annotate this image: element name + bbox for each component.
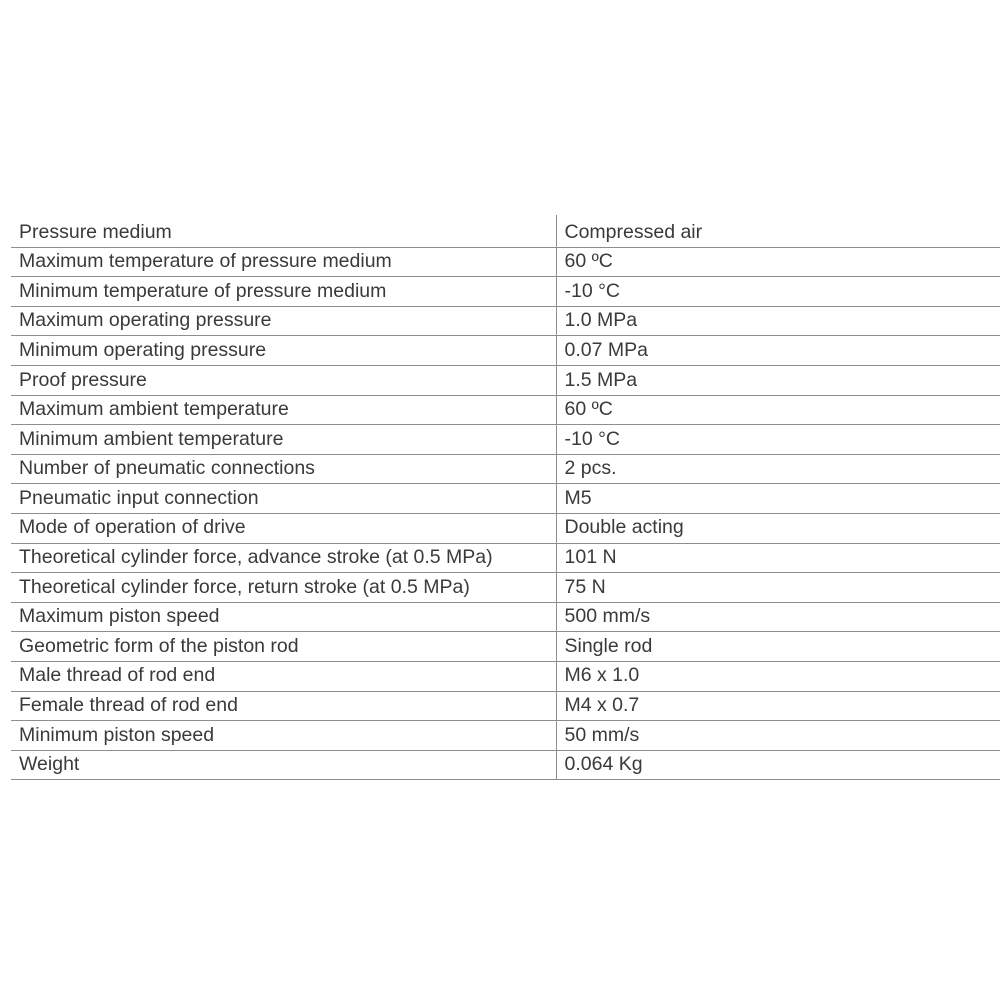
spec-label: Theoretical cylinder force, return stroke (at 0.5 MPa) bbox=[11, 573, 556, 603]
table-row bbox=[11, 425, 1000, 455]
spec-value: 0.064 Kg bbox=[556, 750, 1000, 780]
spec-table bbox=[11, 215, 1000, 780]
table-row bbox=[11, 602, 1000, 632]
spec-label: Number of pneumatic connections bbox=[11, 454, 556, 484]
table-row bbox=[11, 336, 1000, 366]
table-row bbox=[11, 661, 1000, 691]
spec-table-body bbox=[11, 215, 1000, 780]
spec-value: M4 x 0.7 bbox=[556, 691, 1000, 721]
spec-value: Double acting bbox=[556, 513, 1000, 543]
spec-value: 0.07 MPa bbox=[556, 336, 1000, 366]
spec-label: Proof pressure bbox=[11, 365, 556, 395]
table-row bbox=[11, 306, 1000, 336]
spec-value: 60 ºC bbox=[556, 395, 1000, 425]
spec-value: M5 bbox=[556, 484, 1000, 514]
spec-label: Pressure medium bbox=[11, 215, 556, 247]
table-row bbox=[11, 513, 1000, 543]
spec-label: Female thread of rod end bbox=[11, 691, 556, 721]
spec-value: 1.0 MPa bbox=[556, 306, 1000, 336]
spec-label: Minimum operating pressure bbox=[11, 336, 556, 366]
table-row bbox=[11, 277, 1000, 307]
table-row bbox=[11, 721, 1000, 751]
spec-label: Minimum temperature of pressure medium bbox=[11, 277, 556, 307]
table-row bbox=[11, 484, 1000, 514]
spec-label: Maximum temperature of pressure medium bbox=[11, 247, 556, 277]
spec-label: Pneumatic input connection bbox=[11, 484, 556, 514]
table-row bbox=[11, 215, 1000, 247]
table-row bbox=[11, 543, 1000, 573]
spec-label: Weight bbox=[11, 750, 556, 780]
spec-value: Single rod bbox=[556, 632, 1000, 662]
table-row bbox=[11, 691, 1000, 721]
spec-label: Mode of operation of drive bbox=[11, 513, 556, 543]
spec-value: 60 ºC bbox=[556, 247, 1000, 277]
table-row bbox=[11, 395, 1000, 425]
spec-value: 101 N bbox=[556, 543, 1000, 573]
table-row bbox=[11, 573, 1000, 603]
spec-value: 75 N bbox=[556, 573, 1000, 603]
table-row bbox=[11, 247, 1000, 277]
spec-value: -10 °C bbox=[556, 425, 1000, 455]
spec-label: Geometric form of the piston rod bbox=[11, 632, 556, 662]
table-row bbox=[11, 365, 1000, 395]
spec-label: Theoretical cylinder force, advance stroke (at 0.5 MPa) bbox=[11, 543, 556, 573]
spec-label: Male thread of rod end bbox=[11, 661, 556, 691]
table-row bbox=[11, 632, 1000, 662]
table-row bbox=[11, 454, 1000, 484]
spec-label: Minimum piston speed bbox=[11, 721, 556, 751]
spec-label: Maximum ambient temperature bbox=[11, 395, 556, 425]
spec-label: Maximum piston speed bbox=[11, 602, 556, 632]
spec-value: Compressed air bbox=[556, 215, 1000, 247]
spec-value: 500 mm/s bbox=[556, 602, 1000, 632]
table-row bbox=[11, 750, 1000, 780]
spec-value: M6 x 1.0 bbox=[556, 661, 1000, 691]
spec-value: -10 °C bbox=[556, 277, 1000, 307]
spec-label: Minimum ambient temperature bbox=[11, 425, 556, 455]
spec-value: 2 pcs. bbox=[556, 454, 1000, 484]
spec-label: Maximum operating pressure bbox=[11, 306, 556, 336]
spec-value: 1.5 MPa bbox=[556, 365, 1000, 395]
spec-value: 50 mm/s bbox=[556, 721, 1000, 751]
